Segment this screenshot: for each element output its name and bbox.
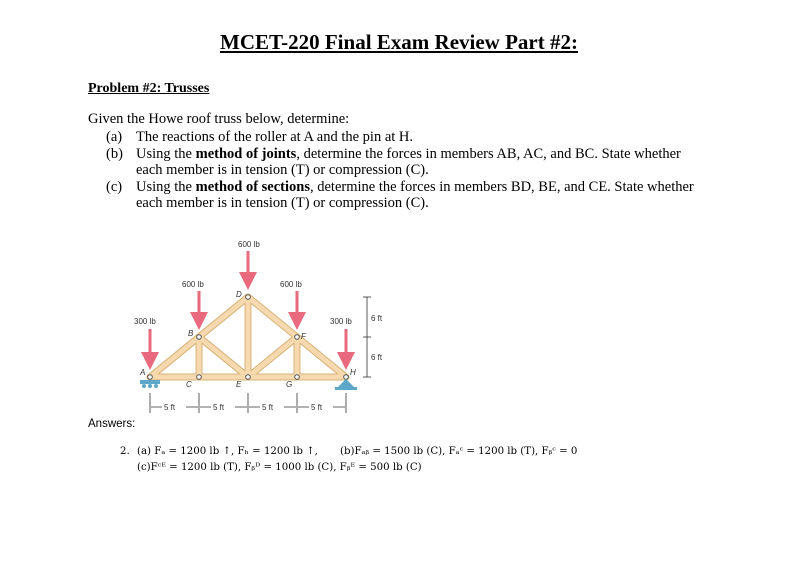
joint-label: C — [186, 380, 192, 389]
load-label: 600 lb — [280, 280, 302, 289]
load-label: 300 lb — [134, 317, 156, 326]
height-dimensions — [363, 297, 371, 377]
text-segment: each member is in tension (T) or compression (C). — [136, 162, 429, 178]
joint-label: F — [301, 332, 306, 341]
load-label: 600 lb — [238, 240, 260, 249]
dimension-label: 5 ft — [164, 403, 176, 412]
part-label: (c) — [106, 178, 123, 195]
answer-number: 2. — [120, 446, 130, 457]
joint-label: B — [188, 329, 194, 338]
problem-intro: Given the Howe roof truss below, determine: — [88, 111, 350, 127]
pin-support-h — [335, 379, 357, 390]
dimension-label: 5 ft — [213, 403, 225, 412]
joint-label: D — [236, 290, 242, 299]
joint-label: A — [140, 368, 146, 377]
problem-heading: Problem #2: Trusses — [88, 81, 210, 96]
part-label: (b) — [106, 145, 123, 162]
dimension-label: 6 ft — [371, 314, 383, 323]
question-part-b — [106, 146, 786, 179]
question-line — [106, 129, 786, 146]
question-line — [106, 162, 786, 179]
question-part-c — [106, 179, 786, 212]
dimension-label: 5 ft — [262, 403, 274, 412]
dimension-label: 6 ft — [371, 353, 383, 362]
question-part-a — [106, 129, 786, 146]
roller-support-a — [140, 380, 160, 388]
text-segment: Using the — [136, 145, 196, 162]
text-segment: , determine the forces in members BD, BE, and CE. State whether — [310, 178, 694, 195]
load-label: 600 lb — [182, 280, 204, 289]
text-segment: , determine the forces in members AB, AC, and BC. State whether — [296, 145, 681, 162]
page-title: MCET-220 Final Exam Review Part #2: — [220, 30, 578, 54]
question-line — [106, 195, 786, 212]
part-label: (a) — [106, 129, 123, 145]
answer-part-a: (a) Fₐ = 1200 lb ↑, Fₕ = 1200 lb ↑, — [137, 446, 318, 457]
text-segment: Using the — [136, 178, 196, 195]
member-fill — [150, 297, 346, 377]
question-line — [106, 179, 786, 196]
load-label: 300 lb — [330, 317, 352, 326]
answer-part-c: (c)Fᶜᴱ = 1200 lb (T), Fᵦᴰ = 1000 lb (C), Fᵦᴱ = 500 lb (C) — [137, 462, 422, 473]
answers-label: Answers: — [88, 418, 136, 430]
joint-label: H — [350, 368, 356, 377]
method-emphasis: method of sections — [195, 178, 310, 195]
method-emphasis: method of joints — [195, 145, 297, 162]
joint-label: G — [286, 380, 293, 389]
question-line — [106, 146, 786, 163]
howe-truss-figure — [120, 235, 390, 415]
joint-label: E — [236, 380, 242, 389]
answer-part-b: (b)Fₐᵦ = 1500 lb (C), Fₐᶜ = 1200 lb (T), Fᵦᶜ = 0 — [340, 446, 578, 457]
text-segment: each member is in tension (T) or compression (C). — [136, 195, 429, 211]
dimension-label: 5 ft — [311, 403, 323, 412]
text-segment: The reactions of the roller at A and the pin at H. — [136, 129, 414, 145]
question-list — [106, 129, 786, 212]
